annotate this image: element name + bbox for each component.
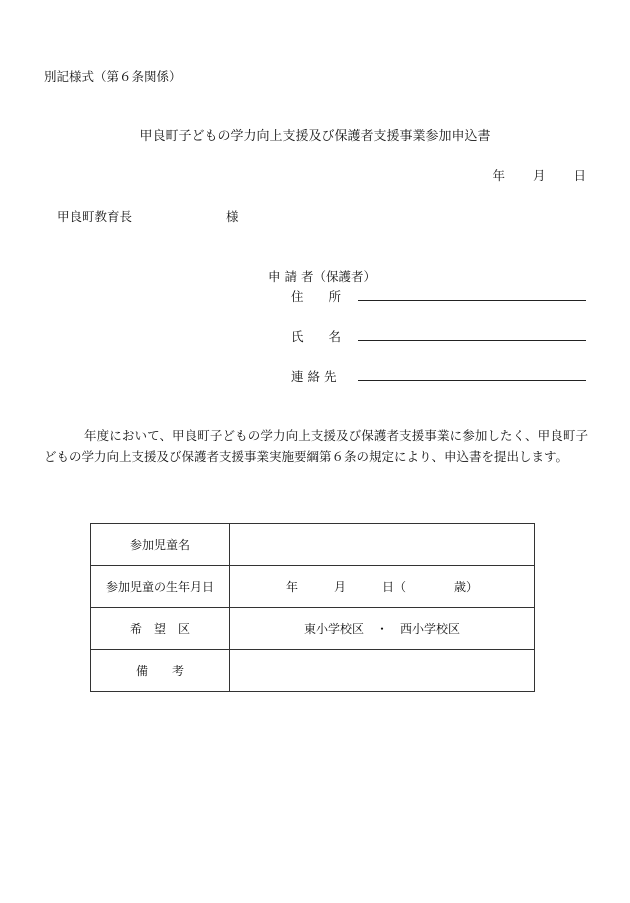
remarks-field[interactable] xyxy=(230,650,535,692)
address-label: 住 所 xyxy=(291,289,342,304)
address-field[interactable] xyxy=(358,300,586,301)
name-label: 氏 名 xyxy=(291,329,342,344)
name-field[interactable] xyxy=(358,340,586,341)
date-month: 月 xyxy=(532,168,546,183)
applicant-heading: 申 請 者（保護者） xyxy=(268,269,376,284)
table-row xyxy=(91,650,535,692)
addressee-honorific: 様 xyxy=(226,209,239,224)
child-name-label: 参加児童名 xyxy=(91,524,230,566)
table-row xyxy=(91,524,535,566)
info-table xyxy=(90,523,535,692)
table-row xyxy=(91,566,535,608)
child-name-field[interactable] xyxy=(230,524,535,566)
district-field[interactable]: 東小学校区 ・ 西小学校区 xyxy=(230,608,535,650)
birthdate-field[interactable]: 年 月 日（ 歳） xyxy=(230,566,535,608)
table-row xyxy=(91,608,535,650)
addressee xyxy=(57,207,239,225)
contact-label: 連 絡 先 xyxy=(291,369,337,384)
document-title: 甲良町子どもの学力向上支援及び保護者支援事業参加申込書 xyxy=(139,129,491,144)
body-paragraph: 年度において、甲良町子どもの学力向上支援及び保護者支援事業に参加したく、甲良町子どもの学力向上支援及び保護者支援事業実施要綱第６条の規定により、申込書を提出します。 xyxy=(44,428,588,464)
birthdate-label: 参加児童の生年月日 xyxy=(91,566,230,608)
date-day: 日 xyxy=(573,168,586,183)
date-line xyxy=(492,166,586,184)
date-year: 年 xyxy=(492,168,505,183)
remarks-label: 備 考 xyxy=(91,650,230,692)
addressee-name: 甲良町教育長 xyxy=(57,209,133,224)
district-label: 希 望 区 xyxy=(91,608,230,650)
contact-field[interactable] xyxy=(358,380,586,381)
form-label: 別記様式（第６条関係） xyxy=(44,69,182,84)
